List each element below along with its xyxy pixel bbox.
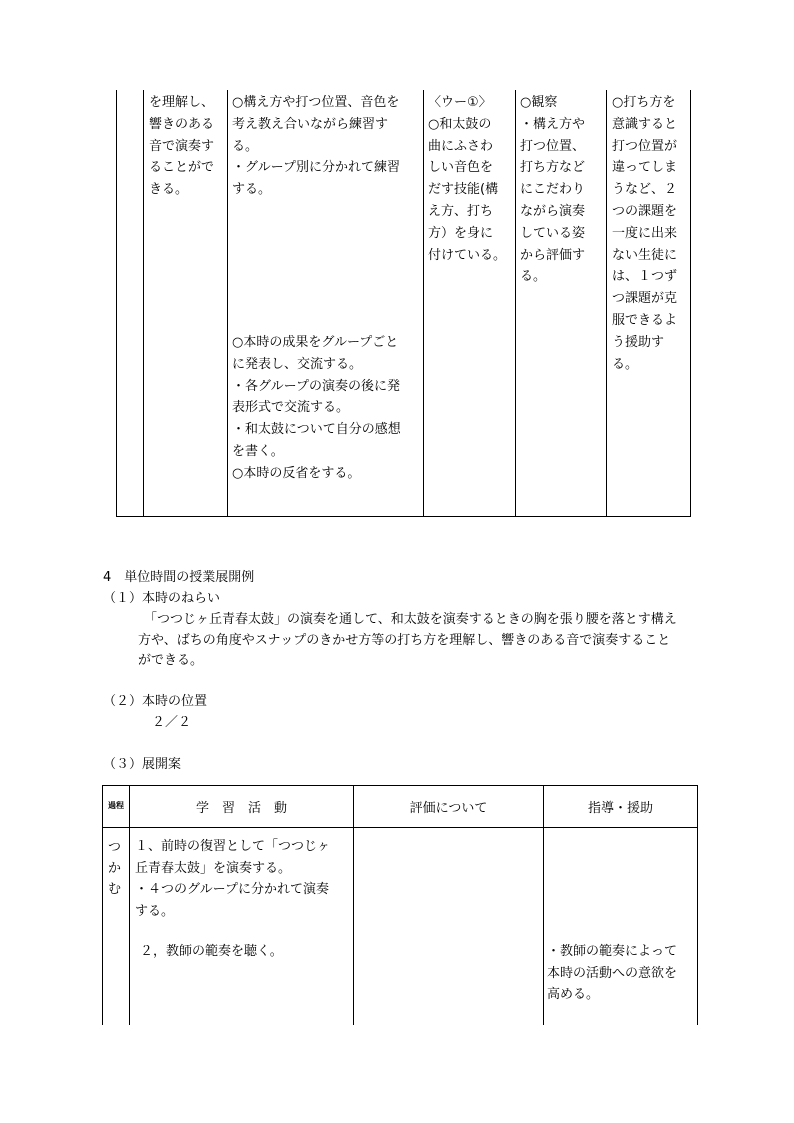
position-value: ２／２ [152, 715, 192, 730]
header-evaluation: 評価について [409, 801, 488, 816]
guidance-text: ・教師の範奏によって 本時の活動への意欲を 高める。 [547, 944, 678, 1002]
header-guidance: 指導・援助 [587, 801, 653, 816]
subsection-plan-heading: （３）展開案 [103, 757, 182, 772]
subsection-aim-heading: （１）本時のねらい [103, 591, 221, 606]
stage-label: つ か む [108, 840, 122, 897]
header-stage: 過程 [108, 801, 124, 810]
evaluation-criteria-cell: 〈ウー①〉 ○和太鼓の 曲にふさわ しい音色を だす技能(構 え方、打ち 方）を身に 付けている。 [428, 95, 507, 263]
activity-text: １、前時の復習として「つつじヶ 丘青春太鼓」を演奏する。 ・４つのグループに分かれて演奏 する。 [135, 839, 331, 919]
evaluation-method-cell: ○観察 ・構え方や 打つ位置、 打ち方など にこだわり ながら演奏 している姿 から評価す る。 [520, 95, 586, 285]
subsection-position-heading: （２）本時の位置 [103, 694, 208, 709]
section-heading: 4 単位時間の授業展開例 [103, 570, 255, 585]
activity-cell: ○構え方や打つ位置、音色を 考え教え合いながら練習す る。 ・グループ別に分かれて練習 する。 ○本時の成果をグループごと に発表し、交流する。 ・各グループの演奏の後に発 表形式で交流する。 ・和太鼓について自分の感想 を書く。 ○本時の反省をする。 [232, 95, 401, 481]
objective-cell: を理解し、 響きのある 音で演奏す ることがで きる。 [149, 95, 215, 198]
support-cell: ○打ち方を 意識すると 打つ位置が 違ってしま うなど、２ つの課題を 一度に出来 ない生徒に は、１つず つ課題が克 服できるよ う援助す る。 [612, 95, 678, 372]
activity-listen: ２，教師の範奏を聴く。 [140, 944, 283, 959]
aim-paragraph: 「つつじヶ丘青春太鼓」の演奏を通して、和太鼓を演奏するときの胸を張り腰を落とす構え 方や、ばちの角度やスナップのきかせ方等の打ち方を理解し、響きのある音で演奏すること ができる。 [138, 612, 677, 668]
header-activity: 学 習 活 動 [195, 801, 287, 816]
